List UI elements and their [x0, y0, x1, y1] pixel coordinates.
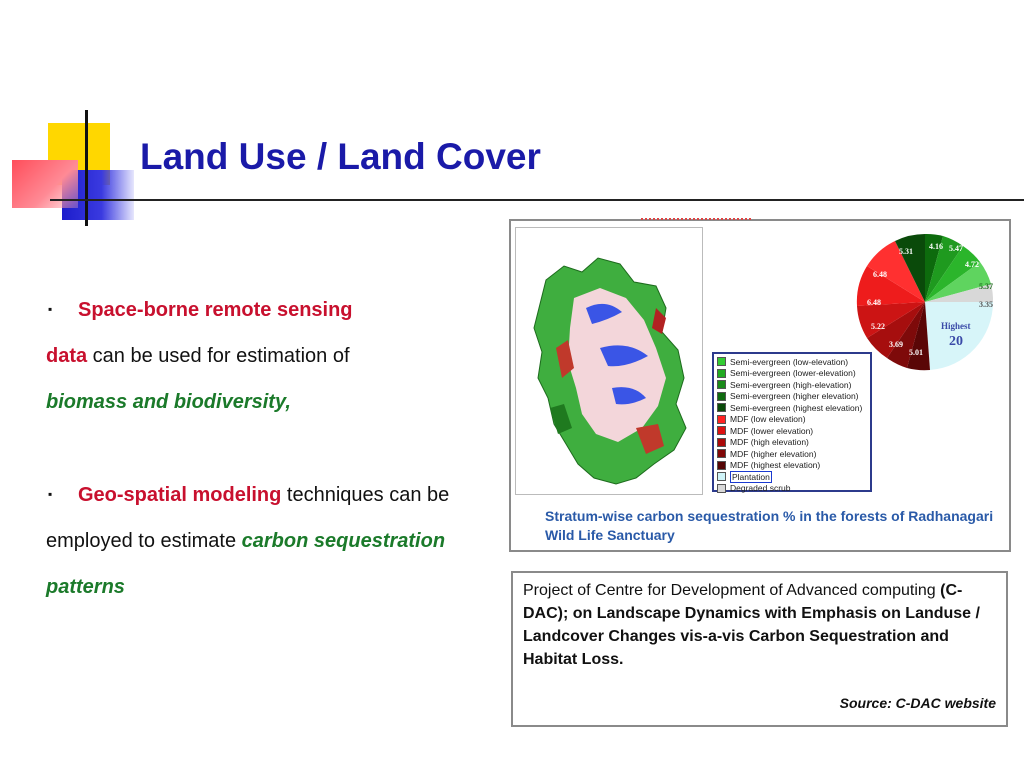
bullet-item-remote-sensing — [46, 286, 486, 425]
bullet-item-geospatial — [46, 471, 486, 610]
legend-item — [717, 402, 867, 414]
pie-label: 5.22 — [871, 322, 885, 331]
bullet-highlight-2: data — [46, 345, 88, 367]
figure-caption: Stratum-wise carbon sequestration % in the forests of Radhanagari Wild Life Sanctuary — [545, 508, 994, 543]
legend-label: MDF (lower elevation) — [730, 425, 814, 436]
legend-item — [717, 483, 867, 495]
title-underline — [50, 199, 1024, 201]
legend-swatch — [717, 415, 726, 424]
slide-title: Land Use / Land Cover — [140, 136, 541, 177]
pie-label: 6.48 — [867, 298, 881, 307]
legend-item — [717, 448, 867, 460]
bullet-text: techniques can be employed to estimate — [46, 484, 450, 552]
legend-label: MDF (high elevation) — [730, 437, 809, 448]
legend-swatch — [717, 403, 726, 412]
legend-item — [717, 425, 867, 437]
legend-item — [717, 414, 867, 426]
bullet-list — [46, 286, 486, 610]
source-credit: Source: C-DAC website — [839, 695, 996, 711]
legend-swatch — [717, 357, 726, 366]
pie-label-highest-value: 20 — [949, 334, 963, 349]
bullet-highlight: Geo-spatial modeling — [78, 484, 282, 506]
pie-label: 3.69 — [889, 340, 903, 349]
legend-swatch — [717, 380, 726, 389]
pie-label: 3.35 — [979, 300, 993, 309]
pie-label: 4.72 — [965, 260, 979, 269]
legend-item — [717, 391, 867, 403]
legend-label: Semi-evergreen (highest elevation) — [730, 402, 863, 413]
legend-label: MDF (highest elevation) — [730, 460, 821, 471]
source-box — [511, 571, 1008, 727]
legend-item — [717, 379, 867, 391]
legend-swatch — [717, 461, 726, 470]
sanctuary-map-image — [516, 228, 702, 494]
pie-label: 5.47 — [949, 244, 963, 253]
pie-label: 5.37 — [979, 282, 993, 291]
legend-label: Degraded scrub — [730, 483, 791, 494]
legend-label: Semi-evergreen (lower-elevation) — [730, 368, 856, 379]
legend-label: Semi-evergreen (low-elevation) — [730, 356, 849, 367]
legend-label: Semi-evergreen (higher elevation) — [730, 391, 859, 402]
carbon-figure — [509, 219, 1011, 552]
legend-item — [717, 356, 867, 368]
figure-top-edge — [641, 218, 751, 226]
bullet-marker-icon: ▪ — [48, 302, 53, 316]
pie-legend — [712, 352, 872, 492]
pie-label: 5.31 — [899, 247, 913, 256]
bullet-highlight: Space-borne remote sensing — [78, 299, 353, 321]
legend-swatch — [717, 438, 726, 447]
pie-label-highest: Highest — [941, 321, 971, 331]
legend-swatch — [717, 392, 726, 401]
bullet-marker-icon: ▪ — [48, 487, 53, 501]
legend-swatch — [717, 484, 726, 493]
legend-label: MDF (higher elevation) — [730, 448, 817, 459]
legend-swatch — [717, 369, 726, 378]
logo-vertical-line — [85, 110, 88, 226]
source-text-bold: (C-DAC); on Landscape Dynamics with Emphasis on Landuse / Landcover Changes vis-a-vis Carbon Sequestration and Habitat Loss. — [523, 582, 980, 668]
legend-item — [717, 460, 867, 472]
legend-item — [717, 437, 867, 449]
legend-swatch — [717, 472, 726, 481]
legend-swatch — [717, 449, 726, 458]
source-text: Project of Centre for Development of Advanced computing — [523, 582, 941, 599]
legend-item — [717, 368, 867, 380]
bullet-emphasis: carbon sequestration patterns — [46, 530, 446, 598]
bullet-emphasis: biomass and biodiversity, — [46, 391, 291, 413]
pie-label: 6.48 — [873, 270, 887, 279]
legend-label: Semi-evergreen (high-elevation) — [730, 379, 852, 390]
sanctuary-map — [515, 227, 703, 495]
legend-label: MDF (low elevation) — [730, 414, 806, 425]
pie-label: 5.01 — [909, 348, 923, 357]
pie-label: 4.16 — [929, 242, 943, 251]
bullet-text: can be used for estimation of — [87, 345, 350, 367]
legend-swatch — [717, 426, 726, 435]
legend-label: Plantation — [732, 471, 770, 482]
legend-item — [717, 471, 867, 483]
